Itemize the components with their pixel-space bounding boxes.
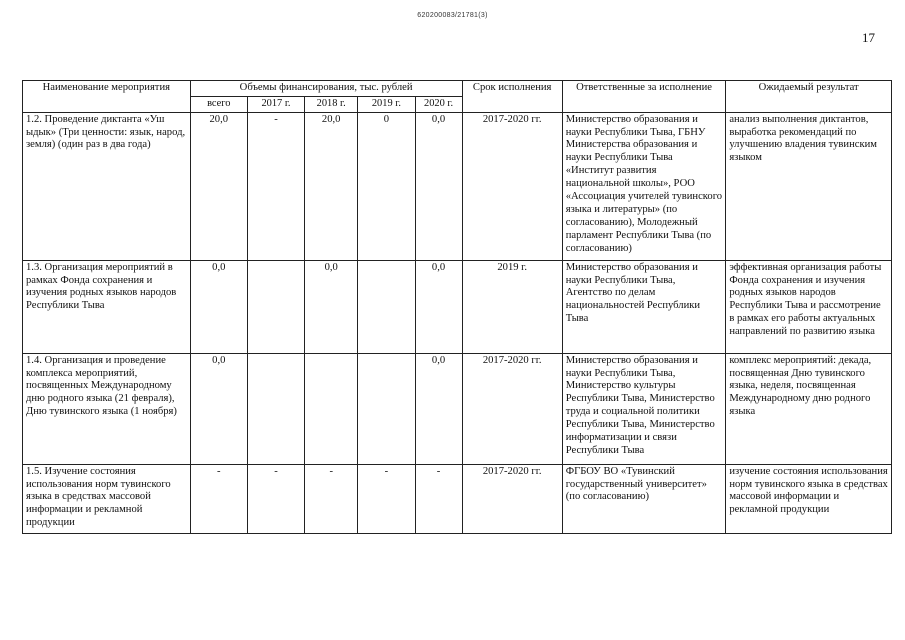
term: 2017-2020 гг. — [462, 353, 562, 464]
funding-2018: 0,0 — [305, 260, 358, 353]
event-name: 1.5. Изучение состояния использования норм тувинского языка в средствах массовой информации и рекламной продукции — [23, 464, 191, 533]
funding-2020: 0,0 — [415, 260, 462, 353]
expected-result: комплекс мероприятий: декада, посвященная Дню тувинского языка, неделя, посвященная Международному дню родного языка — [726, 353, 892, 464]
funding-2017: - — [247, 112, 304, 260]
funding-total: 20,0 — [190, 112, 247, 260]
header-2019: 2019 г. — [358, 96, 415, 112]
responsible: Министерство образования и науки Республики Тыва, Министерство культуры Республики Тыва, Министерство труда и социальной политики Республики Тыва, Министерство информатизации и связи Республики Тыва — [562, 353, 726, 464]
funding-total: 0,0 — [190, 260, 247, 353]
event-name: 1.2. Проведение диктанта «Уш ыдык» (Три ценности: язык, народ, земля) (один раз в два года) — [23, 112, 191, 260]
funding-2019: - — [358, 464, 415, 533]
expected-result: эффективная организация работы Фонда сохранения и изучения родных языков народов Республики Тыва и рассмотрение в рамках его работы актуальных направлений по развитию языка — [726, 260, 892, 353]
responsible: ФГБОУ ВО «Тувинский государственный университет» (по согласованию) — [562, 464, 726, 533]
table-row — [23, 260, 892, 353]
page-number: 17 — [862, 30, 875, 45]
header-funding: Объемы финансирования, тыс. рублей — [190, 81, 462, 97]
term: 2017-2020 гг. — [462, 464, 562, 533]
funding-2020: 0,0 — [415, 353, 462, 464]
header-responsible: Ответственные за исполнение — [562, 81, 726, 113]
funding-2017 — [247, 260, 304, 353]
table-row — [23, 112, 892, 260]
funding-2017 — [247, 353, 304, 464]
funding-2019: 0 — [358, 112, 415, 260]
funding-2020: 0,0 — [415, 112, 462, 260]
document-id: 620200083/21781(3) — [417, 12, 488, 19]
expected-result: анализ выполнения диктантов, выработка рекомендаций по улучшению владения тувинским языком — [726, 112, 892, 260]
funding-total: 0,0 — [190, 353, 247, 464]
funding-2019 — [358, 353, 415, 464]
funding-2018: 20,0 — [305, 112, 358, 260]
term: 2019 г. — [462, 260, 562, 353]
funding-2018: - — [305, 464, 358, 533]
funding-2020: - — [415, 464, 462, 533]
event-name: 1.4. Организация и проведение комплекса мероприятий, посвященных Международному дню родного языка (21 февраля), Дню тувинского языка (1 ноября) — [23, 353, 191, 464]
header-2017: 2017 г. — [247, 96, 304, 112]
expected-result: изучение состояния использования норм тувинского языка в средствах массовой информации и рекламной продукции — [726, 464, 892, 533]
funding-total: - — [190, 464, 247, 533]
header-result: Ожидаемый результат — [726, 81, 892, 113]
term: 2017-2020 гг. — [462, 112, 562, 260]
table-row — [23, 464, 892, 533]
header-2020: 2020 г. — [415, 96, 462, 112]
header-2018: 2018 г. — [305, 96, 358, 112]
responsible: Министерство образования и науки Республики Тыва, ГБНУ Министерства образования и науки Республики Тыва «Институт развития национальной школы», РОО «Ассоциация учителей тувинского языка и литературы» (по согласованию), Молодежный парламент Республики Тыва (по согласованию) — [562, 112, 726, 260]
header-name: Наименование мероприятия — [23, 81, 191, 113]
header-total: всего — [190, 96, 247, 112]
funding-2018 — [305, 353, 358, 464]
events-table — [22, 80, 892, 534]
event-name: 1.3. Организация мероприятий в рамках Фонда сохранения и изучения родных языков народов Республики Тыва — [23, 260, 191, 353]
header-term: Срок исполнения — [462, 81, 562, 113]
responsible: Министерство образования и науки Республики Тыва, Агентство по делам национальностей Республики Тыва — [562, 260, 726, 353]
funding-2017: - — [247, 464, 304, 533]
table-row — [23, 353, 892, 464]
funding-2019 — [358, 260, 415, 353]
